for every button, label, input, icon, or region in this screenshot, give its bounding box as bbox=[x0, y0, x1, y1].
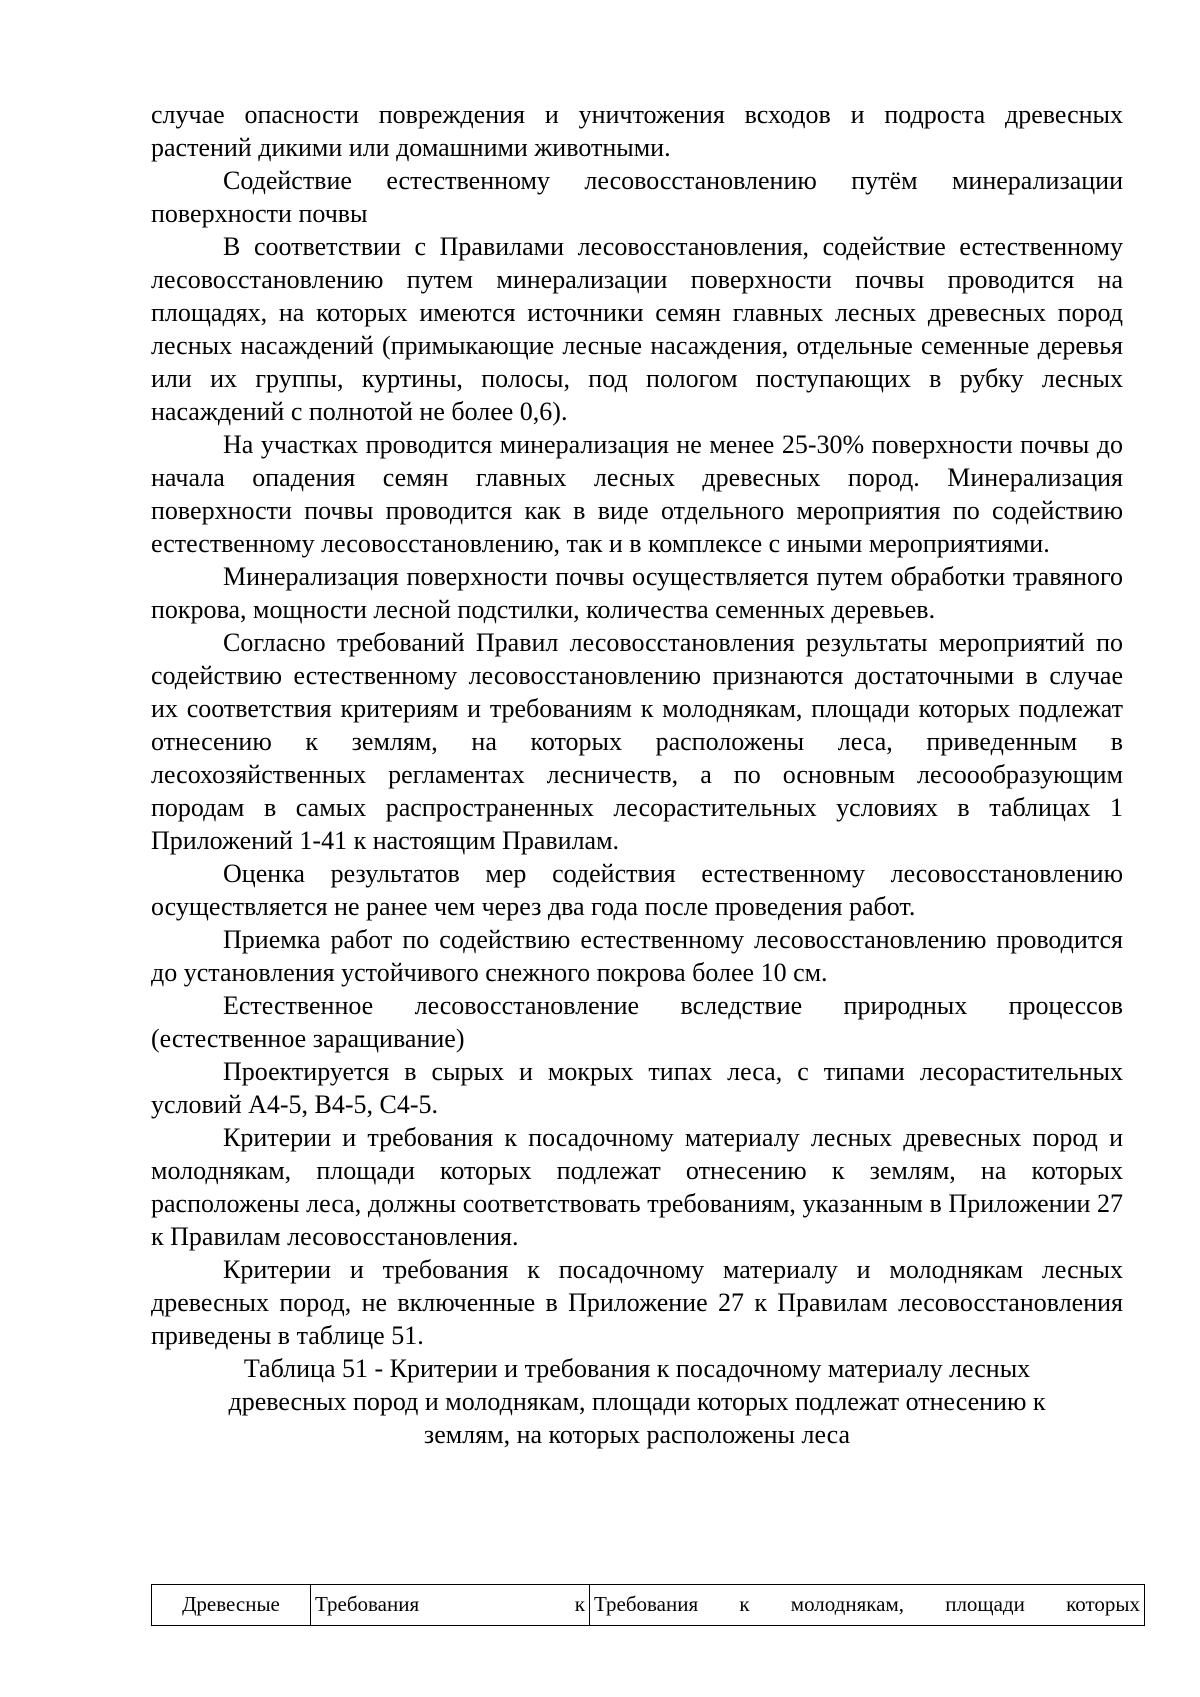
header-word: молоднякам, bbox=[790, 1592, 904, 1616]
paragraph-1: случае опасности повреждения и уничтожения всходов и подроста древесных растений дикими или домашними животными. bbox=[151, 100, 1123, 162]
header-word: к bbox=[574, 1592, 585, 1616]
paragraph-12: Критерии и требования к посадочному материалу и молоднякам лесных древесных пород, не включенные в Приложение 27 к Правилам лесовосстановления приведены в таблице 51. bbox=[151, 1255, 1123, 1350]
paragraph-10: Проектируется в сырых и мокрых типах леса, с типами лесорастительных условий А4-5, В4-5, С4-5. bbox=[151, 1057, 1123, 1119]
header-word: Требования bbox=[594, 1592, 699, 1616]
header-word: к bbox=[739, 1592, 750, 1616]
header-cell-requirements-young bbox=[590, 1585, 1145, 1626]
paragraph-7: Оценка результатов мер содействия естественному лесовосстановлению осуществляется не ранее чем через два года после проведения работ. bbox=[151, 859, 1123, 921]
header-cell-species: Древесные bbox=[152, 1585, 311, 1626]
paragraph-9: Естественное лесовосстановление вследствие природных процессов (естественное заращивание) bbox=[151, 991, 1123, 1053]
paragraph-8: Приемка работ по содействию естественному лесовосстановлению проводится до установления устойчивого снежного покрова более 10 см. bbox=[151, 925, 1123, 987]
table-header-row bbox=[152, 1585, 1145, 1626]
header-cell-requirements-material-text bbox=[315, 1591, 585, 1617]
document-body bbox=[151, 98, 1123, 1451]
paragraph-4: На участках проводится минерализация не менее 25-30% поверхности почвы до начала опадения семян главных лесных древесных пород. Минерализация поверхности почвы проводится как в виде отдельного мероприятия по содействию естественному лесовосстановлению, так и в комплексе с иными мероприятиями. bbox=[151, 430, 1123, 558]
paragraph-3: В соответствии с Правилами лесовосстановления, содействие естественному лесовосстановлению путем минерализации поверхности почвы проводится на площадях, на которых имеются источники семян главных лесных древесных пород лесных насаждений (примыкающие лесные насаждения, отдельные семенные деревья или их группы, куртины, полосы, под пологом поступающих в рубку лесных насаждений с полнотой не более 0,6). bbox=[151, 232, 1123, 426]
header-word: площади bbox=[945, 1592, 1025, 1616]
paragraph-11: Критерии и требования к посадочному материалу лесных древесных пород и молоднякам, площади которых подлежат отнесению к землям, на которых расположены леса, должны соответствовать требованиям, указанным в Приложении 27 к Правилам лесовосстановления. bbox=[151, 1123, 1123, 1251]
paragraph-2: Содействие естественному лесовосстановлению путём минерализации поверхности почвы bbox=[151, 166, 1123, 228]
paragraph-5: Минерализация поверхности почвы осуществляется путем обработки травяного покрова, мощности лесной подстилки, количества семенных деревьев. bbox=[151, 562, 1123, 624]
header-word: которых bbox=[1066, 1592, 1140, 1616]
table-caption: Таблица 51 - Критерии и требования к посадочному материалу лесных древесных пород и молоднякам, площади которых подлежат отнесению к землям, на которых расположены леса bbox=[228, 1354, 1046, 1449]
paragraph-6: Согласно требований Правил лесовосстановления результаты мероприятий по содействию естественному лесовосстановлению признаются достаточными в случае их соответствия критериям и требованиям к молоднякам, площади которых подлежат отнесению к землям, на которых расположены леса, приведенным в лесохозяйственных регламентах лесничеств, а по основным лесоообразующим породам в самых распространенных лесорастительных условиях в таблицах 1 Приложений 1-41 к настоящим Правилам. bbox=[151, 628, 1123, 855]
header-cell-requirements-young-text bbox=[594, 1591, 1140, 1617]
table-51 bbox=[151, 1584, 1145, 1626]
header-word: Требования bbox=[315, 1592, 420, 1616]
header-cell-requirements-material bbox=[311, 1585, 590, 1626]
